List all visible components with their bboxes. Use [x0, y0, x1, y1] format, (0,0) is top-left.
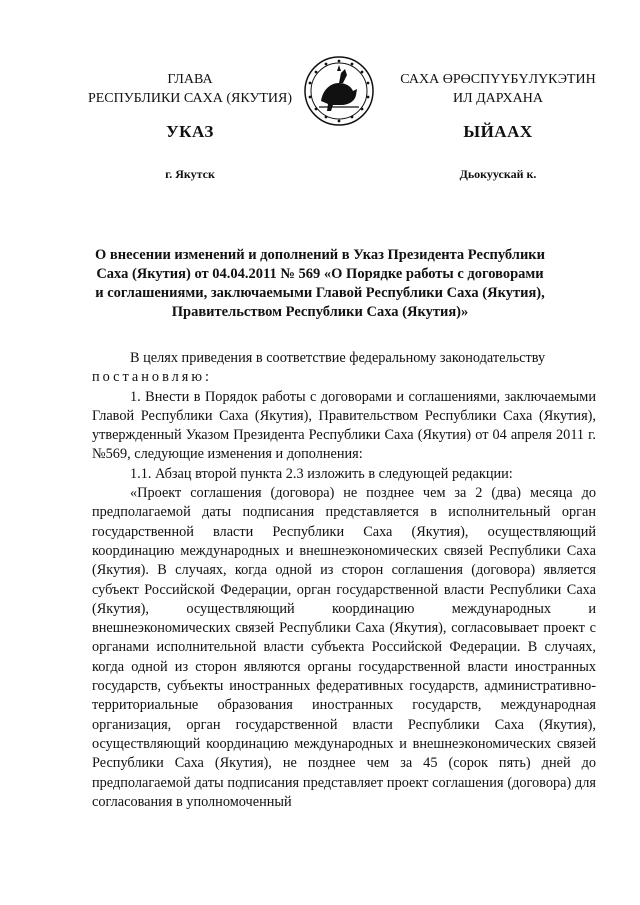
quoted-paragraph: «Проект соглашения (договора) не позднее чем за 2 (два) месяца до предполагаемой даты подписания представляется в исполнительный орган государственной власти Республики Саха (Якутия), осуществляющий координацию международных и внешнеэкономических связей Республики Саха (Якутия). В случаях, когда одной из сторон соглашения (договора) является субъект Российской Федерации, орган государственной власти Республики Саха (Якутия), осуществляющий координацию международных и внешнеэкономических связей Республики Саха (Якутия), согласовывает проект с органами исполнительной власти субъекта Российской Федерации. В случаях, когда одной из сторон являются органы государственной власти иностранных государств, субъекты иностранных федеративных государств, административно-территориальные образования иностранных государств, международная организация, орган государственной власти Республики Саха (Якутия), осуществляющий координацию международных и внешнеэкономических связей Республики Саха (Якутия), не позднее чем за 45 (сорок пять) дней до предполагаемой даты подписания представляет проект соглашения (договора) для согласования в уполномоченный — [92, 485, 596, 810]
doc-type-ru: УКАЗ — [166, 122, 214, 141]
city-sakha: Дьокуускай к. — [459, 167, 537, 181]
intro-paragraph: В целях приведения в соответствие федеральному законодательству — [130, 350, 546, 366]
header-left-line2: РЕСПУБЛИКИ САХА (ЯКУТИЯ) — [87, 91, 293, 106]
doc-type-sakha: ЫЙААХ — [463, 122, 533, 141]
coat-of-arms-emblem — [303, 55, 375, 127]
city-ru: г. Якутск — [165, 167, 215, 181]
header-right-line2: ИЛ ДАРХАНА — [452, 91, 543, 106]
header-right — [388, 70, 608, 108]
header-left — [70, 70, 310, 108]
item-1-1: 1.1. Абзац второй пункта 2.3 изложить в следующей редакции: — [130, 465, 513, 482]
decree-body — [92, 349, 596, 812]
header-right-line1: САХА ӨРӨСПҮҮБҮЛҮКЭТИН — [400, 72, 596, 87]
decree-word: постановляю: — [92, 369, 212, 386]
header-left-line1: ГЛАВА — [167, 72, 213, 87]
item-1: 1. Внести в Порядок работы с договорами и соглашениями, заключаемыми Главой Республики Саха (Якутия), Правительством Республики Саха (Якутия), утвержденный Указом Президента Республики Саха (Якутия) от 04 апреля 2011 г. №569, следующие изменения и дополнения: — [92, 388, 596, 463]
decree-title: О внесении изменений и дополнений в Указ Президента Республики Саха (Якутия) от 04.04.2011 № 569 «О Порядке работы с договорами и соглашениями, заключаемыми Главой Республики Саха (Якутия), Правительством Республики Саха (Якутия)» — [94, 247, 546, 320]
